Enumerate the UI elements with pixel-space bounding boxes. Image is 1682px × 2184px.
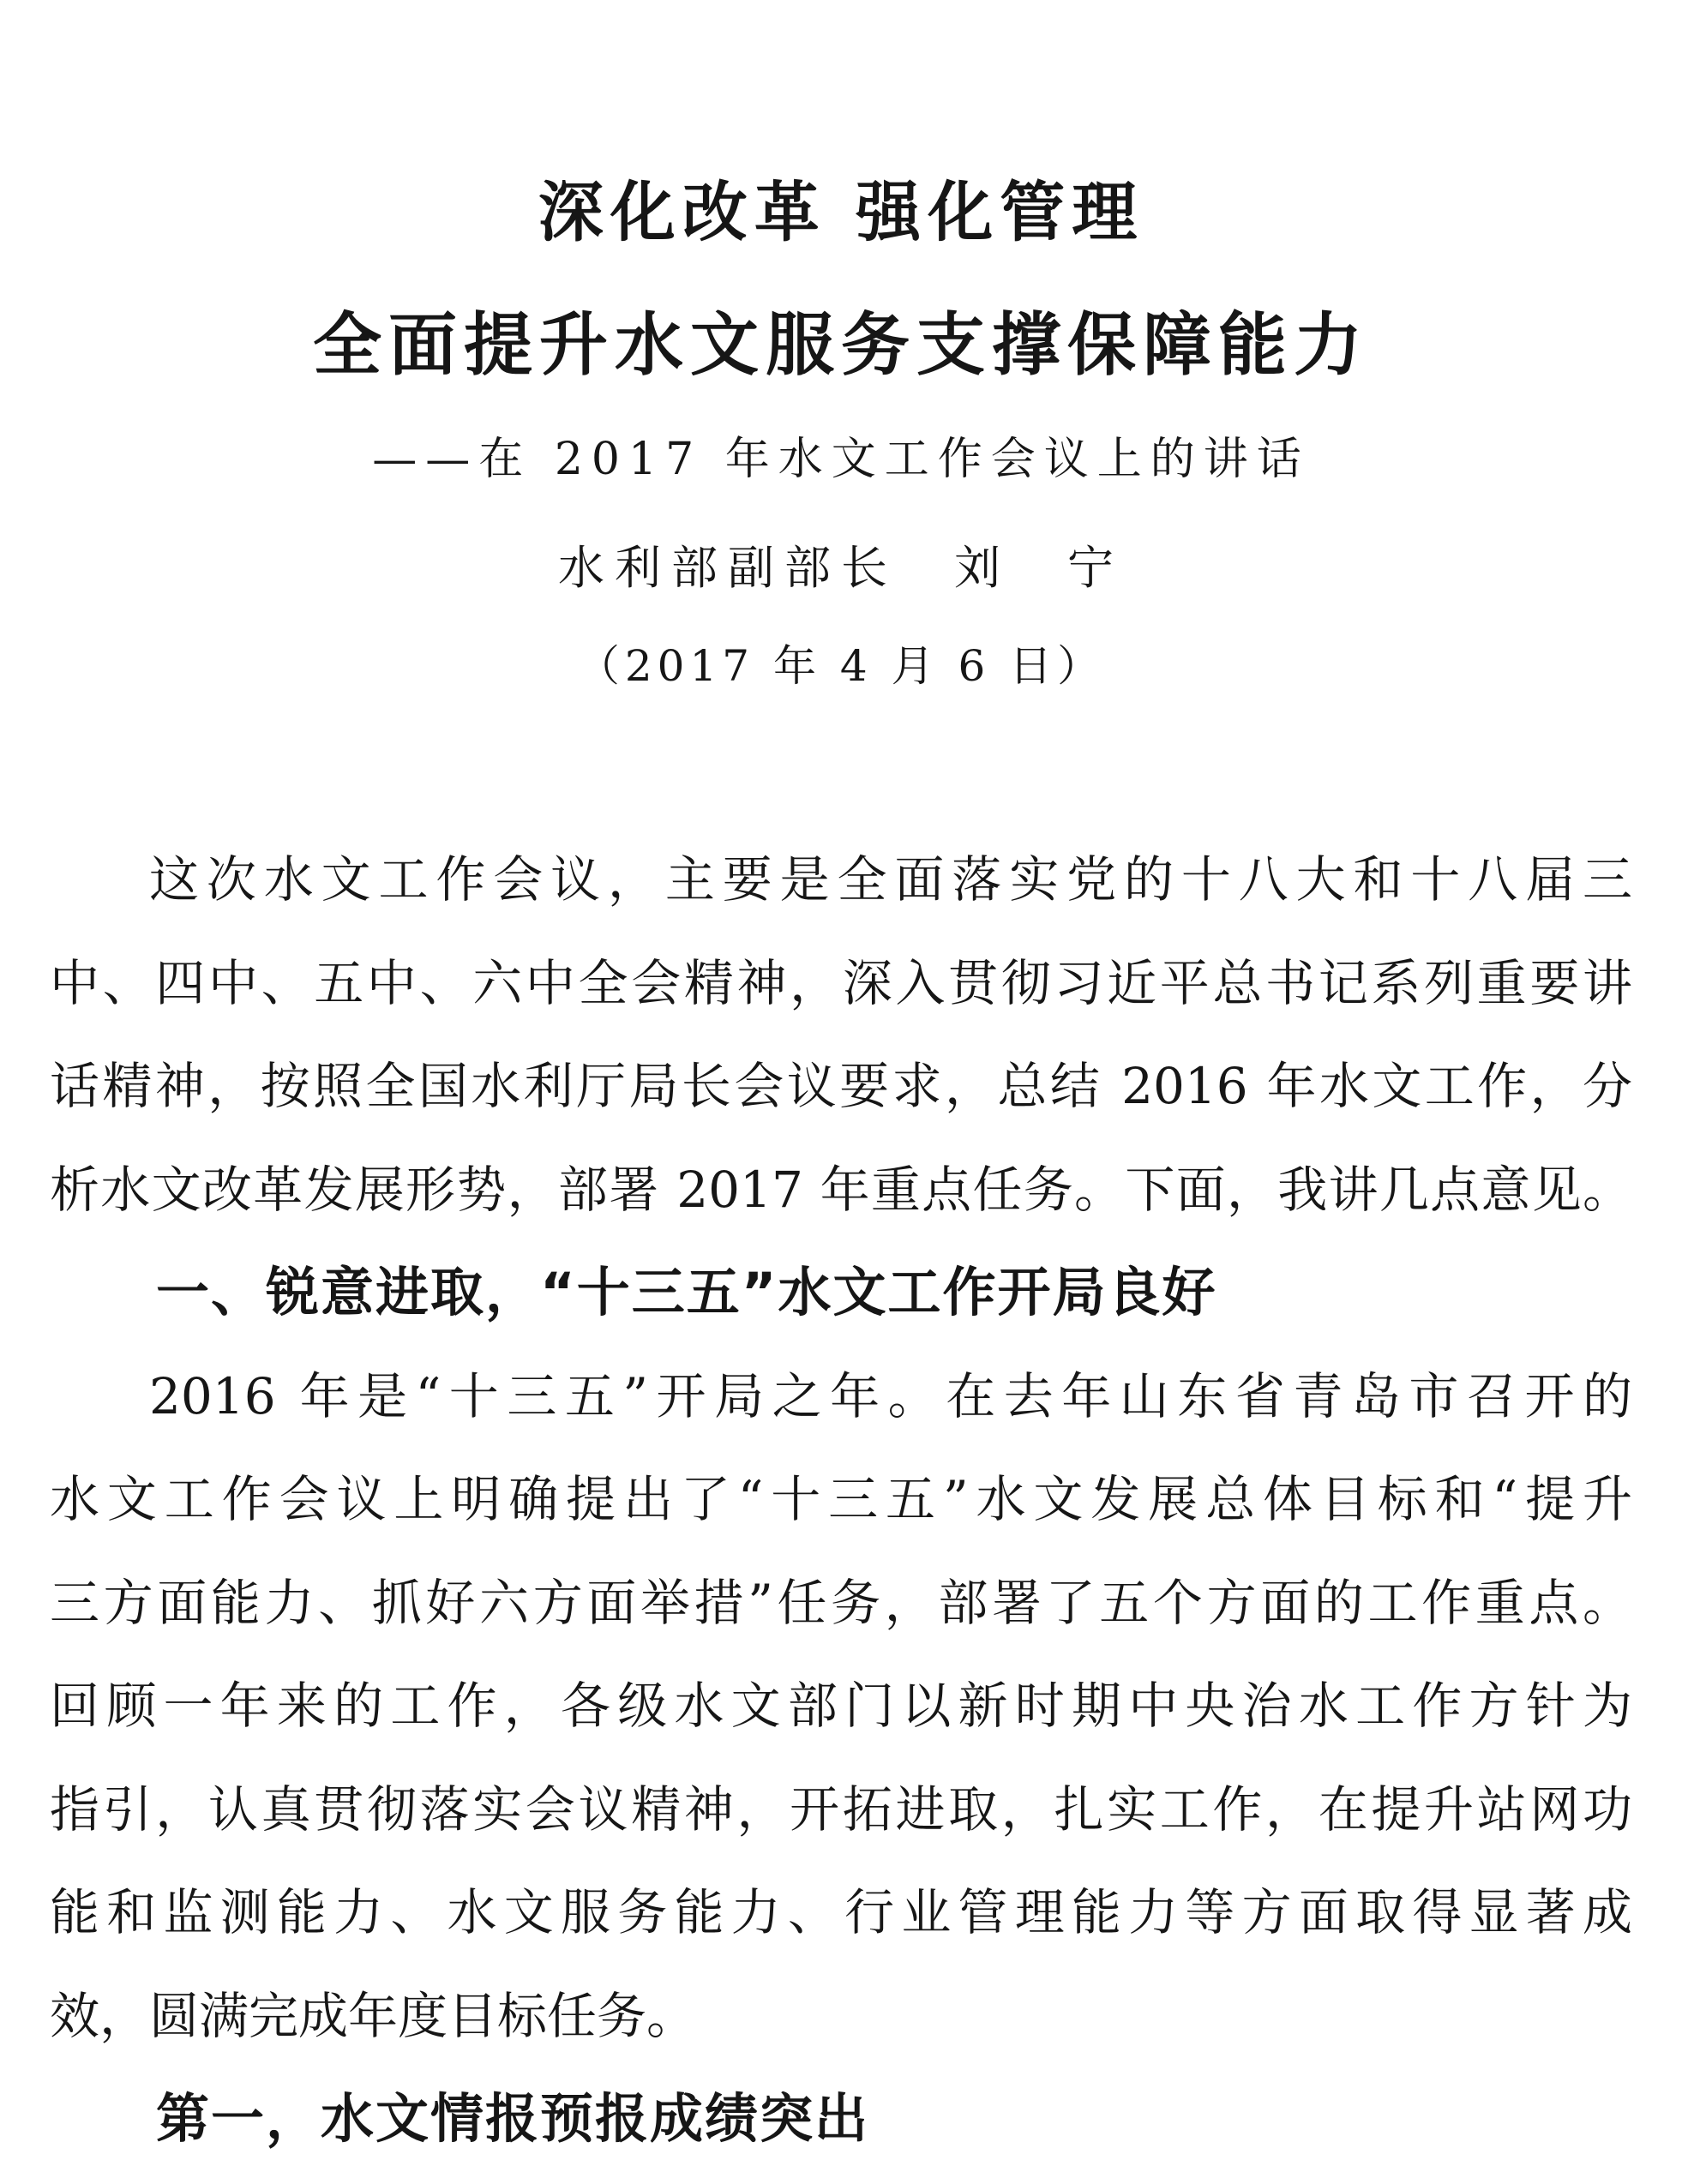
body-line: 析水文改革发展形势，部署 2017 年重点任务。下面，我讲几点意见。 (50, 1160, 1632, 1219)
document-date: （2017 年 4 月 6 日） (576, 641, 1106, 691)
document-byline: 水利部副部长 刘 宁 (558, 541, 1124, 595)
body-line: 2016 年是“十三五”开局之年。在去年山东省青岛市召开的 (149, 1366, 1632, 1425)
body-line: 中、四中、五中、六中全会精神，深入贯彻习近平总书记系列重要讲 (50, 953, 1632, 1012)
body-line: 话精神，按照全国水利厅局长会议要求，总结 2016 年水文工作，分 (50, 1057, 1632, 1115)
body-line: 三方面能力、抓好六方面举措”任务，部署了五个方面的工作重点。 (50, 1573, 1632, 1632)
body-line: 这次水文工作会议，主要是全面落实党的十八大和十八届三 (149, 850, 1632, 909)
document-title-line1: 深化改革 强化管理 (538, 174, 1144, 250)
body-text (50, 828, 1632, 2171)
body-line: 能和监测能力、水文服务能力、行业管理能力等方面取得显著成 (50, 1883, 1632, 1941)
body-line: 水文工作会议上明确提出了“十三五”水文发展总体目标和“提升 (50, 1470, 1632, 1528)
document-subtitle: ——在 2017 年水文工作会议上的讲话 (372, 434, 1310, 485)
section-heading: 一、锐意进取，“十三五”水文工作开局良好 (156, 1261, 1217, 1323)
section-heading: 第一，水文情报预报成绩突出 (156, 2087, 870, 2150)
body-line: 效，圆满完成年度目标任务。 (50, 1986, 697, 2045)
body-line: 回顾一年来的工作，各级水文部门以新时期中央治水工作方针为 (50, 1677, 1632, 1735)
body-line: 指引，认真贯彻落实会议精神，开拓进取，扎实工作，在提升站网功 (50, 1779, 1632, 1839)
document-title-line2: 全面提升水文服务支撑保障能力 (313, 305, 1369, 385)
